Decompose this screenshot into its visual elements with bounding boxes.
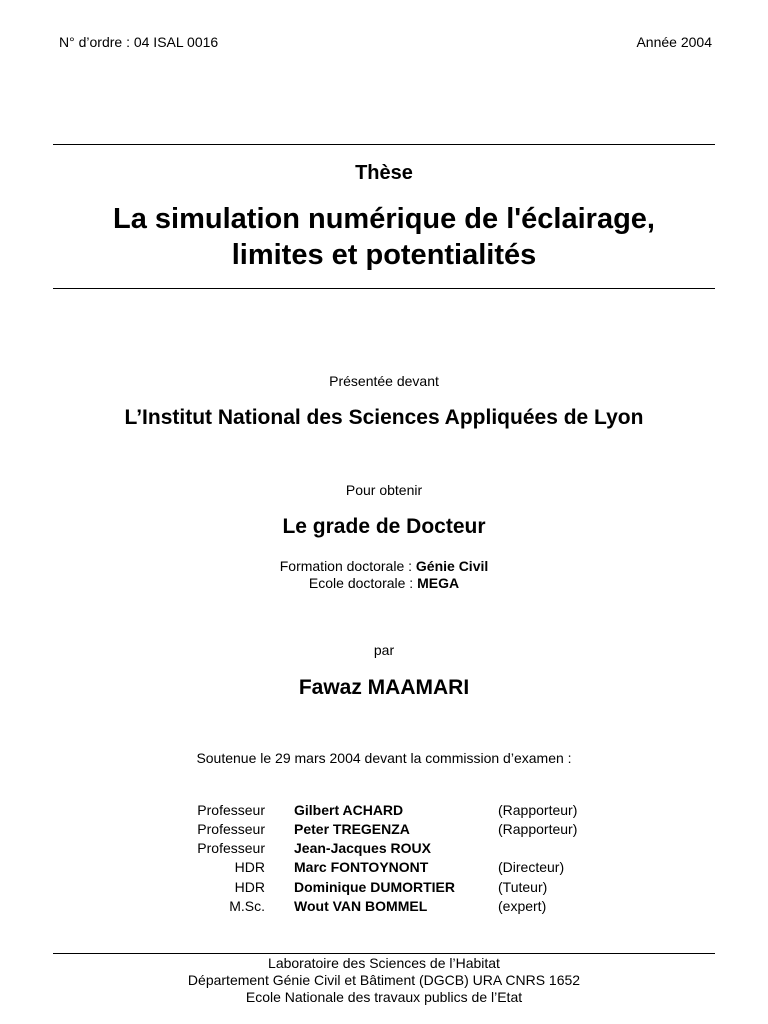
institution-name: L’Institut National des Sciences Appliquées de Lyon xyxy=(124,406,644,429)
committee-name: Peter TREGENZA xyxy=(294,821,410,837)
committee-name: Marc FONTOYNONT xyxy=(294,859,429,875)
training-line xyxy=(0,558,768,574)
defense-statement: Soutenue le 29 mars 2004 devant la commission d’examen : xyxy=(196,750,572,766)
thesis-label: Thèse xyxy=(355,162,413,184)
presented-before: Présentée devant xyxy=(329,373,439,389)
thesis-title-line1: La simulation numérique de l'éclairage, xyxy=(113,203,655,235)
committee-row xyxy=(0,897,768,916)
school-value: MEGA xyxy=(417,575,460,591)
by-label: par xyxy=(373,642,395,658)
committee-name: Dominique DUMORTIER xyxy=(294,879,455,895)
committee-row xyxy=(0,839,768,858)
committee-row xyxy=(0,820,768,839)
committee-function: (expert) xyxy=(498,898,547,914)
school-line xyxy=(0,575,768,591)
training-label: Formation doctorale : xyxy=(279,558,416,574)
top-rule-1 xyxy=(53,144,715,145)
footer-lab: Laboratoire des Sciences de l’Habitat xyxy=(268,955,500,971)
committee-role: Professeur xyxy=(197,821,265,837)
committee-role: M.Sc. xyxy=(229,898,265,914)
committee-role: Professeur xyxy=(197,802,265,818)
thesis-title-line2: limites et potentialités xyxy=(231,239,537,271)
committee-row xyxy=(0,878,768,897)
committee-function: (Rapporteur) xyxy=(498,821,578,837)
committee-role: HDR xyxy=(234,879,265,895)
committee-function: (Tuteur) xyxy=(498,879,548,895)
year: Année 2004 xyxy=(636,34,712,50)
committee-role: HDR xyxy=(234,859,265,875)
committee-function: (Rapporteur) xyxy=(498,802,578,818)
committee-name: Wout VAN BOMMEL xyxy=(294,898,428,914)
committee-function: (Directeur) xyxy=(498,859,565,875)
footer-department: Département Génie Civil et Bâtiment (DGCB) URA CNRS 1652 xyxy=(187,972,581,988)
top-rule-2 xyxy=(53,288,715,289)
to-obtain: Pour obtenir xyxy=(345,482,423,498)
committee-name: Gilbert ACHARD xyxy=(294,802,404,818)
footer-school: Ecole Nationale des travaux publics de l’Etat xyxy=(245,989,523,1005)
committee-name: Jean-Jacques ROUX xyxy=(294,840,431,856)
order-number: N° d’ordre : 04 ISAL 0016 xyxy=(59,34,219,50)
footer-rule xyxy=(53,953,715,954)
author-name: Fawaz MAAMARI xyxy=(298,676,470,699)
committee-row xyxy=(0,858,768,877)
committee-row xyxy=(0,801,768,820)
committee-role: Professeur xyxy=(197,840,265,856)
training-value: Génie Civil xyxy=(415,558,489,574)
school-label: Ecole doctorale : xyxy=(308,575,418,591)
degree-name: Le grade de Docteur xyxy=(282,515,486,538)
